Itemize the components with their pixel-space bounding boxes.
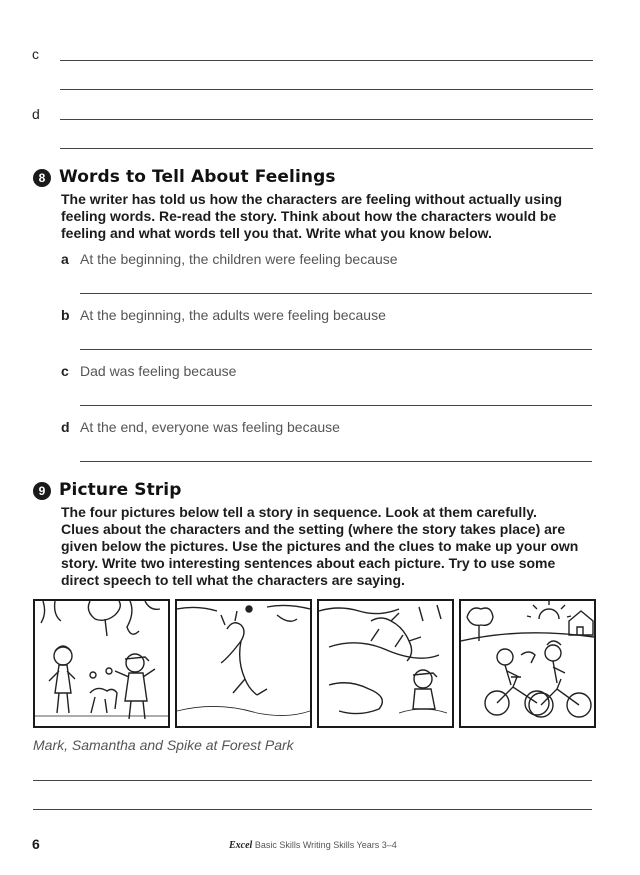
- page-number: 6: [32, 836, 40, 852]
- item-letter: d: [61, 419, 70, 435]
- intro-line: feeling and what words tell you that. Write what you know below.: [61, 225, 492, 241]
- intro-line: The writer has told us how the characters are feeling without actually using: [61, 191, 562, 207]
- question-item-a: [61, 251, 398, 267]
- answer-line[interactable]: [80, 349, 592, 350]
- section-number-badge: 9: [33, 482, 51, 500]
- brand-logo: Excel: [229, 840, 253, 851]
- book-title: Basic Skills Writing Skills Years 3–4: [254, 840, 397, 850]
- item-letter-c: c: [32, 46, 39, 62]
- answer-line[interactable]: [60, 119, 593, 120]
- footer-book-title: [229, 840, 397, 851]
- intro-line: Clues about the characters and the setting (where the story takes place) are: [61, 521, 566, 537]
- question-item-b: [61, 307, 386, 323]
- answer-line[interactable]: [60, 89, 593, 90]
- section-title: Words to Tell About Feelings: [59, 167, 336, 187]
- section-title: Picture Strip: [59, 480, 182, 500]
- answer-line[interactable]: [60, 60, 593, 61]
- children-playing-illustration: [35, 601, 168, 726]
- item-text: Dad was feeling because: [80, 363, 237, 379]
- intro-line: given below the pictures. Use the pictures and the clues to make up your own: [61, 538, 579, 554]
- riding-bicycles-illustration: [461, 601, 594, 726]
- section-intro: [61, 504, 578, 589]
- section-number-badge: 8: [33, 169, 51, 187]
- answer-line[interactable]: [80, 461, 592, 462]
- intro-line: The four pictures below tell a story in sequence. Look at them carefully.: [61, 504, 537, 520]
- item-letter: b: [61, 307, 70, 323]
- item-letter: c: [61, 363, 69, 379]
- picture-panel-1: [33, 599, 170, 728]
- section-intro: [61, 191, 562, 242]
- answer-line[interactable]: [33, 780, 592, 781]
- intro-line: story. Write two interesting sentences about each picture. Try to use some: [61, 555, 556, 571]
- item-letter: a: [61, 251, 69, 267]
- item-text: At the end, everyone was feeling because: [80, 419, 340, 435]
- picture-panel-3: [317, 599, 454, 728]
- question-item-d: [61, 419, 340, 435]
- picture-panel-2: [175, 599, 312, 728]
- question-item-c: [61, 363, 236, 379]
- dog-leaping-illustration: [177, 601, 310, 726]
- answer-line[interactable]: [80, 293, 592, 294]
- intro-line: feeling words. Re-read the story. Think about how the characters would be: [61, 208, 557, 224]
- answer-line[interactable]: [60, 148, 593, 149]
- answer-line[interactable]: [33, 809, 592, 810]
- intro-line: direct speech to tell what the characters are saying.: [61, 572, 405, 588]
- item-text: At the beginning, the children were feeling because: [80, 251, 398, 267]
- answer-line[interactable]: [80, 405, 592, 406]
- dog-in-pond-illustration: [319, 601, 452, 726]
- item-text: At the beginning, the adults were feeling because: [80, 307, 386, 323]
- picture-caption: Mark, Samantha and Spike at Forest Park: [33, 737, 294, 753]
- picture-panel-4: [459, 599, 596, 728]
- item-letter-d: d: [32, 106, 40, 122]
